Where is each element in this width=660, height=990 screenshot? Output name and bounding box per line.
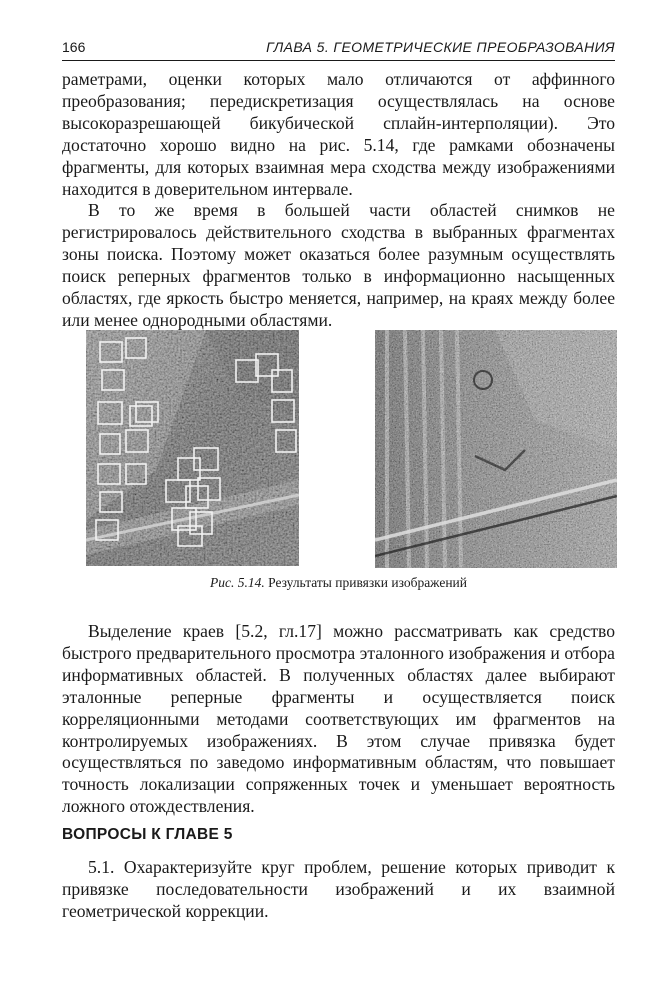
sensed-image: [375, 330, 617, 568]
question-5-1: 5.1. Охарактеризуйте круг проблем, решение которых приводит к привязке последовательности изображений и их взаимной геометрической коррекции.: [62, 857, 615, 921]
questions-heading: ВОПРОСЫ К ГЛАВЕ 5: [62, 826, 233, 843]
paragraph-search-regions: В то же время в большей части областей снимков не регистрировалось действительного сходства в выбранных фрагментах зоны поиска. Поэтому может оказаться более разумным осуществлять поиск реперных фрагментов только в информационно насыщенных областях, где яркость быстро меняется, например, на краях между более или менее однородными областями.: [62, 200, 615, 330]
running-title: ГЛАВА 5. ГЕОМЕТРИЧЕСКИЕ ПРЕОБРАЗОВАНИЯ: [266, 39, 615, 55]
caption-label: Рис. 5.14.: [210, 575, 265, 590]
figure-caption: [62, 574, 615, 592]
caption-text: Результаты привязки изображений: [268, 575, 467, 590]
running-header: [62, 38, 615, 61]
paragraph-continuation: раметрами, оценки которых мало отличаются от аффинного преобразования; передискретизация осуществлялась на основе высокоразрешающей бикубической сплайн-интерполяции). Это достаточно хорошо видно на рис. 5.14, где рамками обозначены фрагменты, для которых взаимная мера сходства между изображениями находится в доверительном интервале.: [62, 69, 615, 199]
figure-5-14: [86, 330, 617, 570]
paragraph-edge-detection: Выделение краев [5.2, гл.17] можно рассматривать как средство быстрого предварительного просмотра эталонного изображения и отбора информативных областей. В полученных областях далее выбирают эталонные реперные фрагменты и осуществляется поиск корреляционными методами соответствующих им фрагментов на контролируемых изображениях. В этом случае привязка будет осуществляться по заведомо информативным областям, что повышает точность локализации сопряженных точек и уменьшает вероятность ложного отождествления.: [62, 621, 615, 817]
page-number: 166: [62, 39, 86, 55]
reference-image-with-frames: [86, 330, 299, 566]
